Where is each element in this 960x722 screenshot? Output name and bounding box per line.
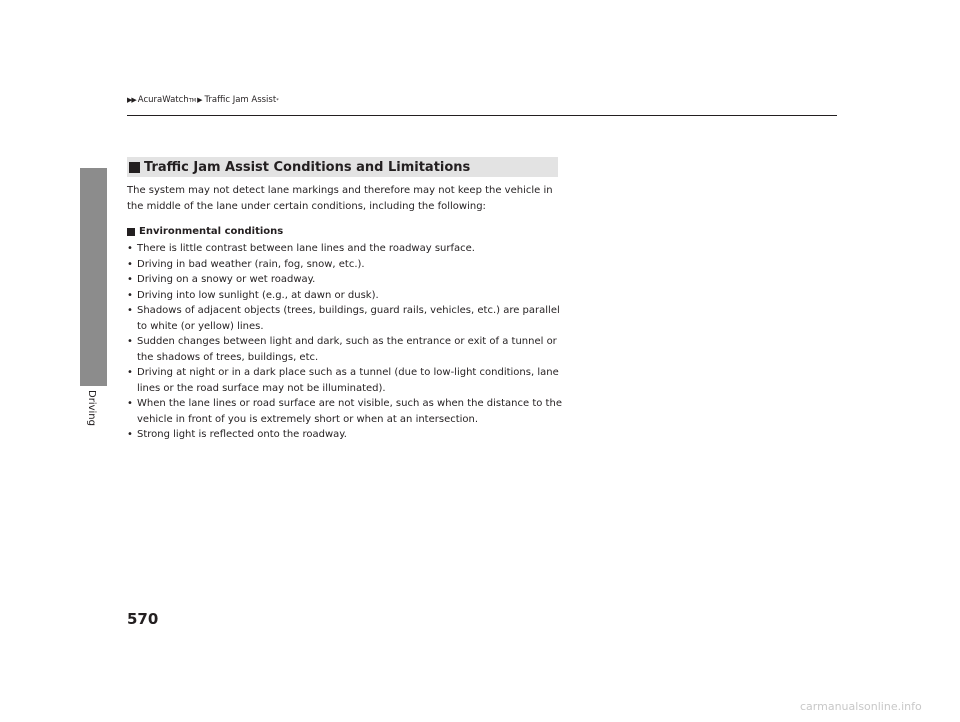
intro-paragraph: The system may not detect lane markings and therefore may not keep the vehicle in the middle of the lane under certain conditions, including the following: — [127, 185, 553, 212]
chapter-side-tab — [80, 168, 107, 386]
list-item — [127, 303, 567, 334]
subheading — [127, 226, 283, 237]
list-item — [127, 288, 567, 304]
page-number: 570 — [127, 610, 159, 628]
bullet-icon: • — [127, 429, 133, 440]
section-heading-bar — [127, 157, 558, 177]
list-item-text: Driving on a snowy or wet roadway. — [137, 274, 316, 285]
list-item — [127, 427, 567, 443]
bullet-icon: • — [127, 289, 133, 301]
list-item — [127, 257, 567, 273]
asterisk-mark: * — [276, 98, 279, 104]
list-item-text: Sudden changes between light and dark, such as the entrance or exit of a tunnel or the shadows of trees, buildings, etc. — [137, 336, 557, 363]
list-item-text: Strong light is reflected onto the roadway. — [137, 429, 347, 440]
list-item — [127, 241, 567, 257]
bullet-icon: • — [127, 274, 133, 285]
list-item — [127, 365, 567, 396]
subheading-square-icon — [127, 228, 135, 236]
list-item-text: There is little contrast between lane lines and the roadway surface. — [137, 243, 475, 254]
breadcrumb-item-acurawatch[interactable]: AcuraWatch — [137, 95, 189, 105]
watermark: carmanualsonline.info — [800, 700, 922, 713]
breadcrumb-item-traffic-jam-assist[interactable]: Traffic Jam Assist — [204, 95, 277, 105]
list-item-text: Shadows of adjacent objects (trees, buildings, guard rails, vehicles, etc.) are parallel to white (or yellow) lines. — [137, 305, 560, 332]
bullet-icon: • — [127, 305, 133, 316]
breadcrumb — [127, 95, 279, 105]
bullet-icon: • — [127, 258, 133, 270]
section-square-icon — [129, 162, 140, 173]
bullet-icon: • — [127, 243, 133, 254]
bullet-icon: • — [127, 398, 133, 409]
list-item — [127, 272, 567, 288]
list-item-text: Driving in bad weather (rain, fog, snow, etc.). — [137, 258, 365, 270]
bullet-icon: • — [127, 367, 133, 378]
list-item — [127, 334, 567, 365]
subheading-text: Environmental conditions — [139, 226, 284, 237]
list-item-text: Driving into low sunlight (e.g., at dawn or dusk). — [137, 289, 379, 301]
chapter-side-label: Driving — [86, 390, 97, 426]
section-title: Traffic Jam Assist Conditions and Limitations — [144, 159, 471, 175]
header-rule — [127, 115, 837, 116]
conditions-list — [127, 241, 567, 443]
list-item-text: Driving at night or in a dark place such as a tunnel (due to low-light conditions, lane lines or the road surface may not be illuminated). — [137, 367, 559, 394]
bullet-icon: • — [127, 336, 133, 347]
breadcrumb-arrow-icon: ▶▶ — [127, 96, 136, 104]
list-item-text: When the lane lines or road surface are not visible, such as when the distance to the vehicle in front of you is extremely short or when at an intersection. — [137, 398, 562, 425]
trademark-mark: TM — [188, 98, 197, 104]
list-item — [127, 396, 567, 427]
breadcrumb-arrow-icon: ▶ — [197, 96, 203, 104]
